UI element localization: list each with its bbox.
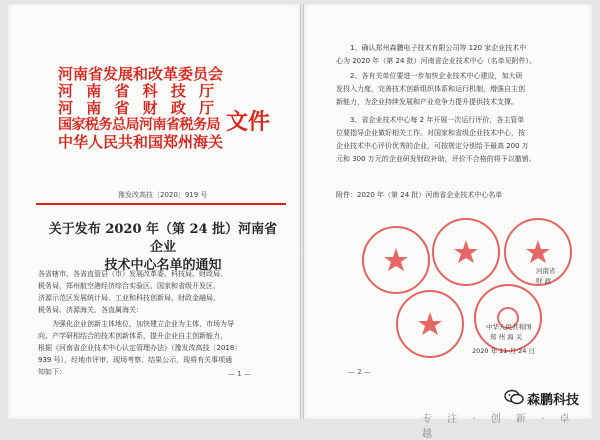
- agency-customs: 中华人民共和国郑州海关: [58, 133, 224, 151]
- body-line-3: 根据《河南省企业技术中心认定管理办法》（豫发改高技〔2018〕: [38, 344, 242, 352]
- body-paragraph: [38, 318, 283, 378]
- star-icon: [398, 292, 462, 356]
- agency-drc: 河南省发展和改革委员会: [58, 65, 224, 83]
- item-3-line-2: 位要指导企业做好相关工作。对国家和省级企业技术中心，按: [336, 129, 525, 137]
- item-2: [336, 70, 568, 109]
- item-2-line-2: 发投入力度，完善技术创新组织体系和运行机制，增强自主创: [336, 85, 525, 93]
- sign-customs-2: 郑 州 海 关: [490, 333, 523, 341]
- attachment-note: 附件：2020 年（第 24 批）河南省企业技术中心名单: [336, 191, 503, 199]
- item-3-line-4: 元和 300 万元的企业研发财政补助，评价不合格的将予以撤销。: [336, 155, 536, 163]
- page-number-left: — 1 —: [228, 370, 251, 378]
- body-line-5: 知如下：: [38, 368, 66, 376]
- document-number: 豫发改高技〔2020〕919 号: [118, 191, 208, 199]
- item-3-line-3: 企业技术中心评价优秀的企业，可按规定分别给予最高 200 万: [336, 142, 529, 150]
- seal-tax: [396, 290, 464, 358]
- item-2-line-3: 新能力，为企业持续发展和产业竞争力提升提供技术支撑。: [336, 98, 518, 106]
- salutation-line-1: 各省辖市、各省直管县（市）发展改革委、科技局、财政局、: [38, 270, 227, 278]
- seal-customs: [474, 284, 542, 352]
- sign-customs: 中华人民共和国: [486, 323, 532, 331]
- title-line-1: 关于发布 2020 年（第 24 批）河南省企业: [48, 222, 278, 255]
- seal-science: [432, 218, 500, 286]
- item-1-line-1: 1、确认郑州森鹏电子技术有限公司等 120 家企业技术中: [350, 44, 527, 52]
- title-line-2: 技术中心名单的通知: [104, 258, 222, 273]
- agency-science: 河 南 省 科 技 厅: [58, 82, 219, 100]
- item-3: [336, 114, 568, 166]
- item-1-line-2: 心为 2020 年（第 24 批）河南省企业技术中心（名单见附件）。: [336, 57, 537, 65]
- salutation: [38, 268, 283, 316]
- item-1: [336, 42, 568, 68]
- page-number-right: — 2 —: [348, 368, 371, 376]
- watermark-tagline: 专 注 · 创 新 · 卓 越: [422, 414, 576, 440]
- star-icon: [364, 228, 428, 292]
- document-spread: [8, 4, 592, 419]
- left-page: [8, 4, 300, 419]
- agency-tax: 国家税务总局河南省税务局: [58, 117, 220, 133]
- body-line-2: 向、产学研相结合的技术创新体系，提升企业自主创新能力，: [38, 332, 227, 340]
- salutation-line-4: 税务局、济源海关、各直属海关：: [38, 306, 143, 314]
- body-line-4: 939 号），经地市评审、现场考察、结果公示，现将有关事项通: [38, 356, 233, 364]
- red-divider: [36, 203, 286, 205]
- seal-drc: [362, 226, 430, 294]
- wechat-icon: [504, 389, 524, 405]
- salutation-line-2: 税务局，郑州航空港经济综合实验区、国家和省级开发区、: [38, 282, 220, 290]
- sign-date: 2020 年 11 月 24 日: [472, 347, 535, 355]
- document-title: [48, 221, 278, 275]
- sign-finance-2: 财 政: [536, 277, 552, 285]
- watermark-name: 森鹏科技: [527, 393, 580, 408]
- item-3-line-1: 3、省企业技术中心每 2 年开展一次运行评价，各主管单: [350, 116, 525, 124]
- salutation-line-3: 济源示范区发展统计局、工业和科技创新局、财政金融局、: [38, 294, 220, 302]
- right-page: [304, 4, 592, 419]
- agency-finance: 河 南 省 财 政 厅: [58, 99, 219, 117]
- body-line-1: 为强化企业创新主体地位，加快建立企业为主体、市场为导: [52, 320, 234, 328]
- document-mark: 文件: [226, 110, 271, 135]
- item-2-line-1: 2、各有关单位要进一步加快企业技术中心建设，加大研: [350, 72, 523, 80]
- sign-finance: 河南省: [536, 267, 556, 275]
- star-icon: [434, 220, 498, 284]
